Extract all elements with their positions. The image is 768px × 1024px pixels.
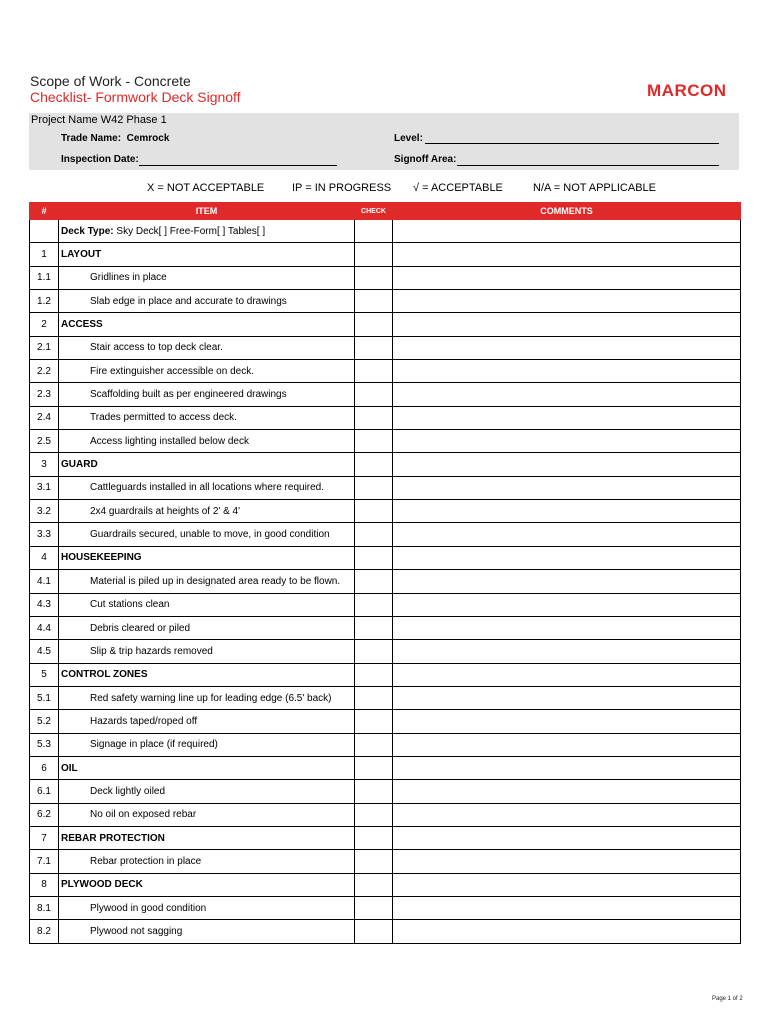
document-subtitle: Checklist- Formwork Deck Signoff	[30, 89, 241, 105]
row-number: 7.1	[30, 850, 59, 873]
table-row	[30, 780, 741, 803]
row-item: Red safety warning line up for leading edge (6.5' back)	[59, 686, 355, 709]
comment-cell[interactable]	[393, 500, 741, 523]
project-name: Project Name W42 Phase 1	[31, 114, 167, 126]
row-number: 4.5	[30, 640, 59, 663]
trade-name-label: Trade Name:	[61, 133, 122, 144]
row-number: 3	[30, 453, 59, 476]
row-item: Debris cleared or piled	[59, 616, 355, 639]
table-row	[30, 290, 741, 313]
section-title: LAYOUT	[59, 243, 355, 266]
check-cell[interactable]	[355, 336, 393, 359]
row-number: 5.3	[30, 733, 59, 756]
section-row	[30, 873, 741, 896]
deck-type-options: Sky Deck[ ] Free-Form[ ] Tables[ ]	[113, 225, 266, 237]
level-input[interactable]	[425, 131, 719, 144]
row-number: 5.1	[30, 686, 59, 709]
check-cell[interactable]	[355, 710, 393, 733]
table-row	[30, 593, 741, 616]
comment-cell[interactable]	[393, 826, 741, 849]
row-number: 4.4	[30, 616, 59, 639]
check-cell[interactable]	[355, 290, 393, 313]
row-number: 2.2	[30, 360, 59, 383]
row-item: Slab edge in place and accurate to drawings	[59, 290, 355, 313]
comment-cell[interactable]	[393, 616, 741, 639]
comment-cell[interactable]	[393, 710, 741, 733]
comment-cell[interactable]	[393, 523, 741, 546]
trade-name-field	[61, 133, 169, 144]
table-row	[30, 476, 741, 499]
comment-cell[interactable]	[393, 360, 741, 383]
row-number: 2.4	[30, 406, 59, 429]
trade-name-value: Cemrock	[126, 133, 170, 144]
legend-in-progress: IP = IN PROGRESS	[292, 182, 392, 194]
check-cell[interactable]	[355, 523, 393, 546]
column-header-comments: COMMENTS	[393, 203, 741, 220]
row-number: 3.1	[30, 476, 59, 499]
row-number: 4.1	[30, 570, 59, 593]
row-number: 1.2	[30, 290, 59, 313]
row-item: 2x4 guardrails at heights of 2' & 4'	[59, 500, 355, 523]
check-cell[interactable]	[355, 430, 393, 453]
table-row	[30, 896, 741, 919]
legend-acceptable: √ = ACCEPTABLE	[413, 182, 503, 194]
row-number: 3.3	[30, 523, 59, 546]
comment-cell[interactable]	[393, 873, 741, 896]
table-row	[30, 850, 741, 873]
row-item: Guardrails secured, unable to move, in good condition	[59, 523, 355, 546]
table-row	[30, 803, 741, 826]
check-cell[interactable]	[355, 593, 393, 616]
signoff-area-label: Signoff Area:	[394, 154, 457, 165]
row-number: 8.2	[30, 920, 59, 943]
row-item: Cattleguards installed in all locations where required.	[59, 476, 355, 499]
section-title: PLYWOOD DECK	[59, 873, 355, 896]
row-number: 2.5	[30, 430, 59, 453]
section-title: GUARD	[59, 453, 355, 476]
table-row	[30, 360, 741, 383]
comment-cell[interactable]	[393, 336, 741, 359]
check-cell[interactable]	[355, 313, 393, 336]
comment-cell[interactable]	[393, 896, 741, 919]
comment-cell[interactable]	[393, 733, 741, 756]
row-item: Trades permitted to access deck.	[59, 406, 355, 429]
section-title: ACCESS	[59, 313, 355, 336]
table-row	[30, 500, 741, 523]
check-cell[interactable]	[355, 920, 393, 943]
comment-cell[interactable]	[393, 803, 741, 826]
comment-cell[interactable]	[393, 570, 741, 593]
row-item: Material is piled up in designated area ready to be flown.	[59, 570, 355, 593]
section-row	[30, 756, 741, 779]
check-cell[interactable]	[355, 220, 393, 243]
section-title: CONTROL ZONES	[59, 663, 355, 686]
comment-cell[interactable]	[393, 243, 741, 266]
row-number: 6.2	[30, 803, 59, 826]
table-row	[30, 686, 741, 709]
comment-cell[interactable]	[393, 546, 741, 569]
row-number: 5.2	[30, 710, 59, 733]
comment-cell[interactable]	[393, 220, 741, 243]
legend-not-acceptable: X = NOT ACCEPTABLE	[147, 182, 265, 194]
table-row	[30, 406, 741, 429]
row-number: 6.1	[30, 780, 59, 803]
column-header-number: #	[30, 203, 59, 220]
table-row	[30, 570, 741, 593]
comment-cell[interactable]	[393, 780, 741, 803]
row-number: 3.2	[30, 500, 59, 523]
inspection-date-label: Inspection Date:	[61, 154, 139, 165]
comment-cell[interactable]	[393, 663, 741, 686]
row-number: 1.1	[30, 266, 59, 289]
column-header-item: ITEM	[59, 203, 355, 220]
check-cell[interactable]	[355, 616, 393, 639]
row-number: 8	[30, 873, 59, 896]
check-cell[interactable]	[355, 733, 393, 756]
section-row	[30, 453, 741, 476]
row-item: Cut stations clean	[59, 593, 355, 616]
comment-cell[interactable]	[393, 850, 741, 873]
row-item: Rebar protection in place	[59, 850, 355, 873]
check-cell[interactable]	[355, 406, 393, 429]
check-cell[interactable]	[355, 850, 393, 873]
legend-not-applicable: N/A = NOT APPLICABLE	[533, 182, 656, 194]
comment-cell[interactable]	[393, 686, 741, 709]
signoff-area-input[interactable]	[457, 153, 719, 166]
page-number: Page 1 of 2	[712, 996, 743, 1002]
section-row	[30, 546, 741, 569]
section-title: REBAR PROTECTION	[59, 826, 355, 849]
row-number: 1	[30, 243, 59, 266]
check-cell[interactable]	[355, 826, 393, 849]
row-item: Fire extinguisher accessible on deck.	[59, 360, 355, 383]
row-number: 7	[30, 826, 59, 849]
check-cell[interactable]	[355, 803, 393, 826]
check-cell[interactable]	[355, 663, 393, 686]
row-number: 4.3	[30, 593, 59, 616]
marcon-logo: MARCON	[647, 81, 727, 100]
section-title: OIL	[59, 756, 355, 779]
table-row	[30, 523, 741, 546]
section-row	[30, 826, 741, 849]
row-number: 8.1	[30, 896, 59, 919]
check-cell[interactable]	[355, 873, 393, 896]
column-header-check: CHECK	[355, 203, 393, 220]
check-cell[interactable]	[355, 546, 393, 569]
table-row	[30, 266, 741, 289]
section-title: HOUSEKEEPING	[59, 546, 355, 569]
comment-cell[interactable]	[393, 476, 741, 499]
check-cell[interactable]	[355, 383, 393, 406]
row-item: Stair access to top deck clear.	[59, 336, 355, 359]
check-cell[interactable]	[355, 570, 393, 593]
row-item: Slip & trip hazards removed	[59, 640, 355, 663]
check-cell[interactable]	[355, 360, 393, 383]
comment-cell[interactable]	[393, 266, 741, 289]
check-cell[interactable]	[355, 640, 393, 663]
table-row	[30, 430, 741, 453]
row-number: 2.3	[30, 383, 59, 406]
table-row	[30, 710, 741, 733]
comment-cell[interactable]	[393, 756, 741, 779]
comment-cell[interactable]	[393, 313, 741, 336]
check-cell[interactable]	[355, 266, 393, 289]
document-title: Scope of Work - Concrete	[30, 73, 191, 89]
row-item: Scaffolding built as per engineered drawings	[59, 383, 355, 406]
check-cell[interactable]	[355, 756, 393, 779]
comment-cell[interactable]	[393, 383, 741, 406]
row-number: 4	[30, 546, 59, 569]
section-row	[30, 663, 741, 686]
deck-type-label: Deck Type:	[61, 225, 114, 237]
row-number: 5	[30, 663, 59, 686]
table-row	[30, 616, 741, 639]
row-number: 2.1	[30, 336, 59, 359]
row-item: Gridlines in place	[59, 266, 355, 289]
comment-cell[interactable]	[393, 640, 741, 663]
comment-cell[interactable]	[393, 920, 741, 943]
project-info-panel	[29, 113, 739, 170]
table-row	[30, 640, 741, 663]
comment-cell[interactable]	[393, 453, 741, 476]
row-number: 2	[30, 313, 59, 336]
row-item: Deck lightly oiled	[59, 780, 355, 803]
row-item: Plywood not sagging	[59, 920, 355, 943]
checklist-table	[29, 202, 741, 944]
deck-type-row	[30, 220, 741, 243]
comment-cell[interactable]	[393, 430, 741, 453]
row-item: Plywood in good condition	[59, 896, 355, 919]
section-row	[30, 243, 741, 266]
row-item: Access lighting installed below deck	[59, 430, 355, 453]
table-row	[30, 336, 741, 359]
check-cell[interactable]	[355, 476, 393, 499]
row-item: Signage in place (if required)	[59, 733, 355, 756]
row-item: No oil on exposed rebar	[59, 803, 355, 826]
table-row	[30, 733, 741, 756]
check-cell[interactable]	[355, 686, 393, 709]
check-cell[interactable]	[355, 500, 393, 523]
comment-cell[interactable]	[393, 406, 741, 429]
comment-cell[interactable]	[393, 593, 741, 616]
check-cell[interactable]	[355, 896, 393, 919]
comment-cell[interactable]	[393, 290, 741, 313]
row-item: Hazards taped/roped off	[59, 710, 355, 733]
inspection-date-input[interactable]	[139, 153, 337, 166]
row-number: 6	[30, 756, 59, 779]
table-row	[30, 920, 741, 943]
section-row	[30, 313, 741, 336]
table-row	[30, 383, 741, 406]
level-label: Level:	[394, 133, 423, 144]
check-cell[interactable]	[355, 453, 393, 476]
check-cell[interactable]	[355, 780, 393, 803]
check-cell[interactable]	[355, 243, 393, 266]
